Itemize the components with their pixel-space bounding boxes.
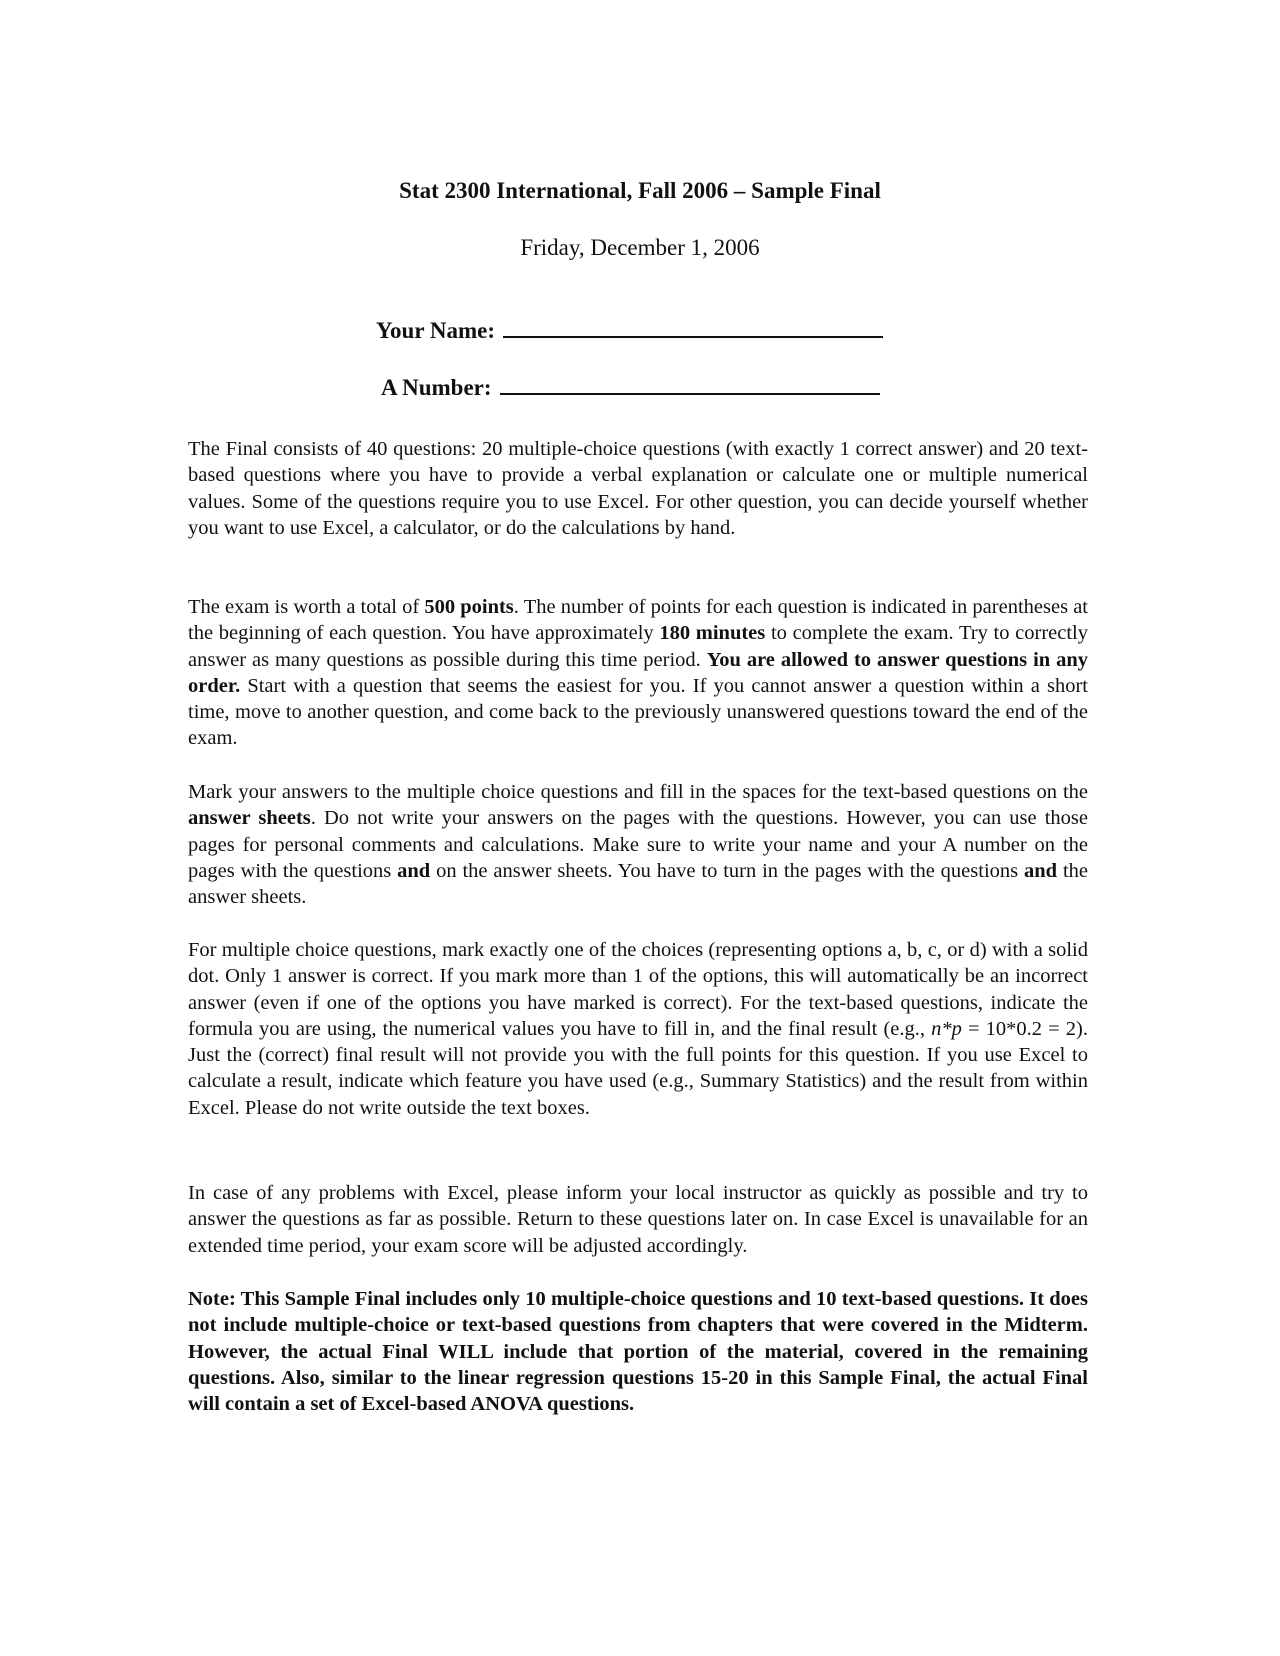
paragraph-points-and-time: The exam is worth a total of 500 points. The number of points for each question is indicated in parentheses at the beginning of each question. You have approximately 180 minutes to complete the exam. Try to correctly answer as many questions as possible during this time period. You are allowed to answer questions in any order. Start with a question that seems the easiest for you. If you cannot answer a question within a short time, move to another question, and come back to the previously unanswered questions toward the end of the exam. [188,596,1089,750]
anumber-label: A Number: [381,375,492,400]
paragraph-exam-structure: The Final consists of 40 questions: 20 multiple-choice questions (with exactly 1 correct answer) and 20 text-based questions where you have to provide a verbal explanation or calculate one or multiple numerical values. Some of the questions require you to use Excel. For other question, you can decide yourself whether you want to use Excel, a calculator, or do the calculations by hand. [188,438,1088,539]
paragraph-excel-problems: In case of any problems with Excel, please inform your local instructor as quickly as possible and try to answer the questions as far as possible. Return to these questions later on. In case Excel is unavailable for an extended time period, your exam score will be adjusted accordingly. [188,1182,1088,1257]
paragraph-marking-instructions: For multiple choice questions, mark exactly one of the choices (representing options a, b, c, or d) with a solid dot. Only 1 answer is correct. If you mark more than 1 of the options, this will automatically be an incorrect answer (even if one of the options you have marked is correct). For the text-based questions, indicate the formula you are using, the numerical values you have to fill in, and the final result (e.g., n*p = 10*0.2 = 2). Just the (correct) final result will not provide you with the full points for this question. If you use Excel to calculate a result, indicate which feature you have used (e.g., Summary Statistics) and the result from within Excel. Please do not write outside the text boxes. [188,939,1088,1119]
paragraph-answer-sheets: Mark your answers to the multiple choice questions and fill in the spaces for the text-based questions on the answer sheets. Do not write your answers on the pages with the questions. However, you can use those pages for personal comments and calculations. Make sure to write your name and your A number on the pages with the questions and on the answer sheets. You have to turn in the pages with the questions and the answer sheets. [188,781,1088,909]
exam-date: Friday, December 1, 2006 [520,235,760,260]
name-label: Your Name: [376,318,496,343]
anumber-field [381,375,880,401]
name-field [376,318,883,344]
paragraph-note: Note: This Sample Final includes only 10 multiple-choice questions and 10 text-based questions. It does not include multiple-choice or text-based questions from chapters that were covered in the Midterm. However, the actual Final WILL include that portion of the material, covered in the remaining questions. Also, similar to the linear regression questions 15-20 in this Sample Final, the actual Final will contain a set of Excel-based ANOVA questions. [188,1288,1088,1416]
name-blank-line[interactable] [503,320,883,338]
anumber-blank-line[interactable] [500,377,880,395]
exam-title: Stat 2300 International, Fall 2006 – Sample Final [399,178,881,203]
